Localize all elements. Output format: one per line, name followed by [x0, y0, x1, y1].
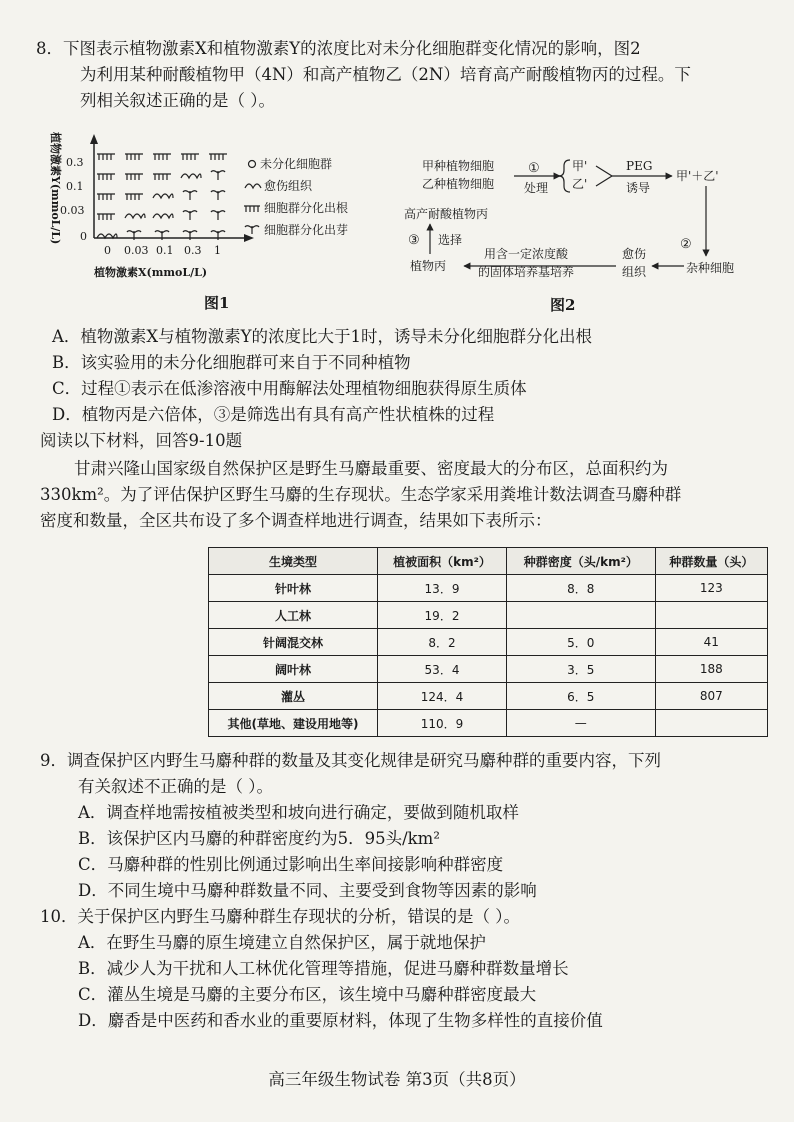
q9-option-d: D．不同生境中马麝种群数量不同、主要受到食物等因素的影响 — [78, 881, 537, 900]
table-cell: 阔叶林 — [209, 656, 378, 683]
q8-stem-line1: 8．下图表示植物激素X和植物激素Y的浓度比对未分化细胞群变化情况的影响，图2 — [36, 39, 641, 58]
table-header-cell: 种群数量（头） — [655, 548, 767, 575]
root-icon — [125, 194, 143, 200]
fig2-callus-a: 愈伤 — [622, 247, 647, 261]
table-cell: 3．5 — [506, 656, 655, 683]
callus-icon — [153, 194, 173, 198]
table-header-cell: 生境类型 — [209, 548, 378, 575]
fig1-xtick: 0.03 — [124, 244, 149, 257]
root-icon — [209, 154, 227, 160]
fig2-plant: 植物丙 — [410, 259, 447, 273]
q10-option-d: D．麝香是中医药和香水业的重要原材料，体现了生物多样性的直接价值 — [78, 1011, 603, 1030]
table-cell: 5．0 — [506, 629, 655, 656]
table-cell — [655, 710, 767, 737]
fig2-step2: ② — [680, 237, 692, 252]
fig1-caption: 图1 — [204, 294, 230, 312]
table-cell — [655, 602, 767, 629]
q8-option-b: B．该实验用的未分化细胞群可来自于不同种植物 — [52, 353, 411, 372]
callus-icon — [153, 214, 173, 218]
fig2-protoplast1: 甲' — [572, 159, 588, 173]
fig1-xtick: 0.1 — [156, 244, 174, 257]
fig2-step3: ③ — [408, 233, 420, 248]
q10-option-b: B．减少人为干扰和人工林优化管理等措施，促进马麝种群数量增长 — [78, 959, 569, 978]
fig1-ytick: 0.03 — [60, 204, 85, 217]
q9-option-c: C．马麝种群的性别比例通过影响出生率间接影响种群密度 — [78, 855, 504, 874]
table-cell: 807 — [655, 683, 767, 710]
fig1-ytick: 0.1 — [66, 180, 84, 193]
table-cell: 41 — [655, 629, 767, 656]
passage-intro: 阅读以下材料，回答9-10题 — [40, 431, 243, 450]
table-cell: 8．8 — [506, 575, 655, 602]
table-cell: 188 — [655, 656, 767, 683]
fig1-ytick: 0 — [80, 230, 87, 243]
table-cell: 19．2 — [378, 602, 507, 629]
table-cell: 针叶林 — [209, 575, 378, 602]
table-header-cell: 植被面积（km²） — [378, 548, 507, 575]
shoot-icon — [245, 226, 259, 234]
fig2-source1: 甲种植物细胞 — [422, 159, 495, 173]
table-cell — [506, 602, 655, 629]
fig2-select: 选择 — [438, 233, 463, 247]
q8-stem-line3: 列相关叙述正确的是（ ）。 — [80, 91, 275, 110]
fig1-legend-item: 未分化细胞群 — [260, 157, 333, 171]
callus-icon — [125, 214, 145, 218]
undifferentiated-icon — [249, 161, 256, 168]
table-cell: 110．9 — [378, 710, 507, 737]
root-icon — [97, 174, 115, 180]
root-icon — [97, 194, 115, 200]
q10-option-a: A．在野生马麝的原生境建立自然保护区，属于就地保护 — [78, 933, 486, 952]
figure-1 — [36, 120, 386, 320]
q10-stem: 10．关于保护区内野生马麝种群生存现状的分析，错误的是（ ）。 — [40, 907, 520, 926]
table-header-row — [209, 548, 768, 575]
fig1-legend-item: 细胞群分化出根 — [264, 201, 349, 215]
root-icon — [181, 154, 199, 160]
fig1-legend-item: 愈伤组织 — [264, 179, 313, 193]
passage-line1: 甘肃兴隆山国家级自然保护区是野生马麝最重要、密度最大的分布区，总面积约为 — [74, 459, 668, 478]
table-cell: 8．2 — [378, 629, 507, 656]
callus-icon — [245, 184, 261, 188]
fig2-target: 高产耐酸植物丙 — [404, 207, 489, 221]
table-cell: 124．4 — [378, 683, 507, 710]
fig1-ytick: 0.3 — [66, 156, 84, 169]
q9-option-a: A．调查样地需按植被类型和坡向进行确定，要做到随机取样 — [78, 803, 519, 822]
table-row — [209, 656, 768, 683]
table-cell: 其他(草地、建设用地等) — [209, 710, 378, 737]
table-cell: 人工林 — [209, 602, 378, 629]
fig1-xtick: 1 — [214, 244, 221, 257]
table-cell: 针阔混交林 — [209, 629, 378, 656]
root-icon — [153, 154, 171, 160]
callus-icon — [181, 174, 201, 178]
q10-option-c: C．灌丛生境是马麝的主要分布区，该生境中马麝种群密度最大 — [78, 985, 537, 1004]
fig2-step1-label: 处理 — [524, 181, 549, 195]
shoot-icon — [211, 191, 225, 200]
fig2-medium2: 的固体培养基培养 — [478, 265, 575, 279]
fig2-step1: ① — [528, 161, 540, 176]
fig1-xtick: 0 — [104, 244, 111, 257]
table-cell: 灌丛 — [209, 683, 378, 710]
fig2-medium: 用含一定浓度酸 — [484, 247, 569, 261]
fig1-xlabel: 植物激素X(mmoL/L) — [94, 266, 208, 279]
fig2-source2: 乙种植物细胞 — [422, 177, 495, 191]
root-icon — [153, 174, 171, 180]
table-cell: 6．5 — [506, 683, 655, 710]
root-icon — [125, 154, 143, 160]
table-cell: — — [506, 710, 655, 737]
fig2-hybrid: 杂种细胞 — [686, 261, 735, 275]
table-header-cell: 种群密度（头/km²） — [506, 548, 655, 575]
passage-line3: 密度和数量，全区共布设了多个调查样地进行调查，结果如下表所示： — [40, 511, 552, 530]
table-row — [209, 710, 768, 737]
fig1-cell-grid — [97, 154, 227, 240]
shoot-icon — [211, 211, 225, 220]
survey-table — [208, 547, 768, 737]
q9-option-b: B．该保护区内马麝的种群密度约为5．95头/km² — [78, 829, 440, 848]
fig1-ylabel: 植物激素Y(mmoL/L) — [49, 132, 62, 245]
table-cell: 123 — [655, 575, 767, 602]
table-row — [209, 602, 768, 629]
fig1-legend-item: 细胞群分化出芽 — [264, 223, 349, 237]
passage-line2: 330km²。为了评估保护区野生马麝的生存现状。生态学家采用粪堆计数法调查马麝种群 — [40, 485, 682, 504]
root-icon — [125, 174, 143, 180]
table-row — [209, 575, 768, 602]
q8-option-a: A．植物激素X与植物激素Y的浓度比大于1时，诱导未分化细胞群分化出根 — [52, 327, 593, 346]
fig2-peg: PEG — [626, 159, 653, 173]
table-row — [209, 683, 768, 710]
table-row — [209, 629, 768, 656]
shoot-icon — [211, 171, 225, 180]
fig2-induce: 诱导 — [626, 181, 651, 195]
root-icon — [97, 214, 115, 220]
fig2-callus-b: 组织 — [622, 265, 647, 279]
fig2-protoplast2: 乙' — [572, 177, 588, 191]
fig2-caption: 图2 — [550, 296, 576, 314]
shoot-icon — [183, 211, 197, 220]
page-footer: 高三年级生物试卷 第3页（共8页） — [268, 1070, 526, 1089]
shoot-icon — [183, 191, 197, 200]
table-cell: 13．9 — [378, 575, 507, 602]
q9-stem-line2: 有关叙述不正确的是（ ）。 — [78, 777, 273, 796]
table-cell: 53．4 — [378, 656, 507, 683]
root-icon — [97, 154, 115, 160]
q8-stem-line2: 为利用某种耐酸植物甲（4N）和高产植物乙（2N）培育高产耐酸植物丙的过程。下 — [80, 65, 691, 84]
fig2-merge — [596, 166, 612, 186]
q8-option-d: D．植物丙是六倍体，③是筛选出有具有高产性状植株的过程 — [52, 405, 495, 424]
figure-2 — [400, 150, 770, 320]
q9-stem-line1: 9．调查保护区内野生马麝种群的数量及其变化规律是研究马麝种群的重要内容，下列 — [40, 751, 661, 770]
fig2-fused: 甲'＋乙' — [676, 169, 719, 183]
fig2-brace — [559, 160, 570, 192]
fig1-xtick: 0.3 — [184, 244, 202, 257]
q8-option-c: C．过程①表示在低渗溶液中用酶解法处理植物细胞获得原生质体 — [52, 379, 527, 398]
root-icon — [244, 206, 260, 212]
